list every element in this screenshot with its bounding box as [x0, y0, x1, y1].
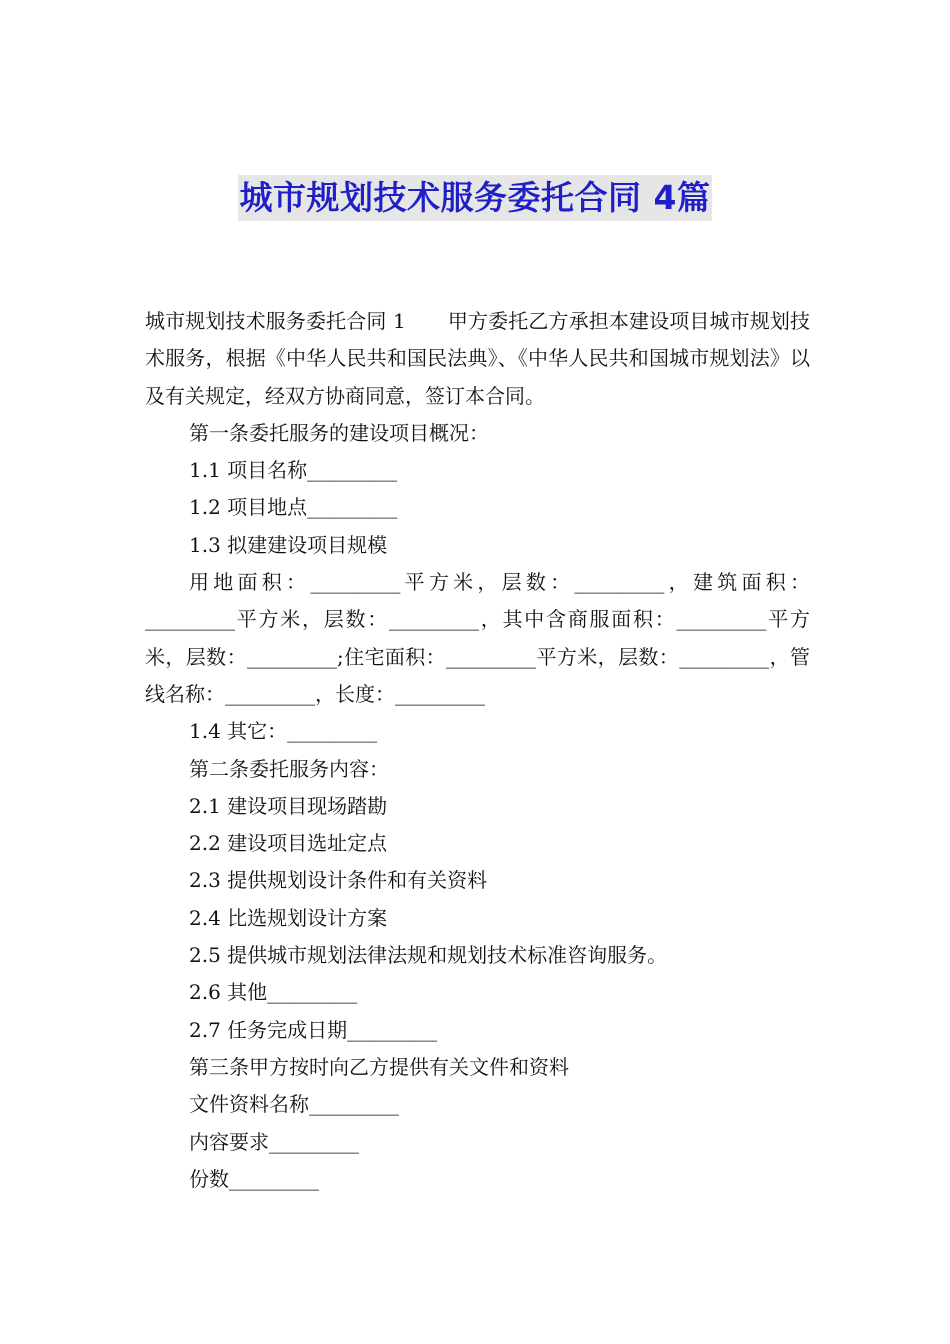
article-3-content-requirements: 内容要求_________ [189, 1129, 359, 1154]
intro-text-rest: 市规划技术服务，根据《中华人民共和国民法典》、《中华人民共和国城市规划法》以及有关规定，经双方协商同意，签订本合同。 [145, 309, 811, 408]
article-2-4: 2.4 比选规划设计方案 [189, 905, 388, 930]
document-title: 城市规划技术服务委托合同 4篇 [238, 175, 713, 221]
document-body [145, 303, 810, 1198]
article-3-copies: 份数_________ [189, 1166, 319, 1191]
article-1-3: 1.3 拟建建设项目规模 [189, 532, 388, 557]
article-1-4: 1.4 其它：_________ [189, 719, 378, 744]
article-1-3-detail: 用地面积：_________平方米，层数：_________，建筑面积：_________平方米，层数：_________，其中含商服面积：_________平方米，层数：_________;住宅面积：_________平方米，层数：_________，管线名称：_________，长度：_________ [145, 570, 810, 706]
title-container [0, 175, 950, 221]
intro-heading: 城市规划技术服务委托合同 1 [145, 309, 406, 333]
intro-text-start: 甲方委托乙方承担本建设项目城 [447, 309, 730, 333]
article-2-1: 2.1 建设项目现场踏勘 [189, 793, 388, 818]
article-2-title: 第二条委托服务内容： [189, 756, 389, 781]
article-2-7: 2.7 任务完成日期_________ [189, 1017, 438, 1042]
article-3-document-name: 文件资料名称_________ [189, 1092, 399, 1117]
article-2-2: 2.2 建设项目选址定点 [189, 831, 388, 856]
article-1-1: 1.1 项目名称_________ [189, 458, 398, 483]
intro-paragraph [145, 303, 810, 415]
article-1-2: 1.2 项目地点_________ [189, 495, 398, 520]
article-2-5: 2.5 提供城市规划法律法规和规划技术标准咨询服务。 [189, 943, 668, 968]
article-3-title: 第三条甲方按时向乙方提供有关文件和资料 [189, 1054, 569, 1079]
article-1-title: 第一条委托服务的建设项目概况： [189, 420, 489, 445]
article-2-6: 2.6 其他_________ [189, 980, 358, 1005]
article-2-3: 2.3 提供规划设计条件和有关资料 [189, 868, 488, 893]
